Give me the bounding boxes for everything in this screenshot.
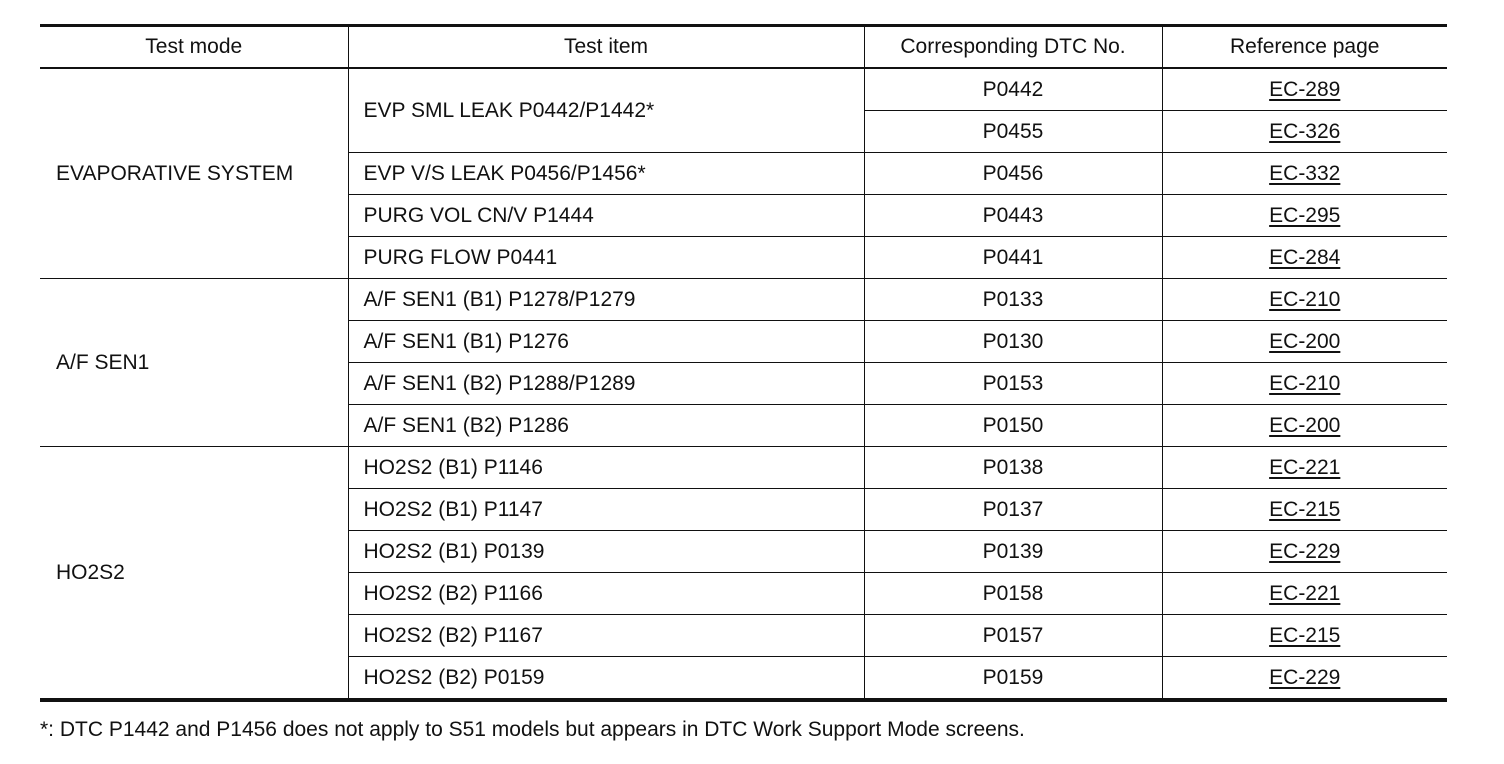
- test-mode-cell: HO2S2: [40, 447, 348, 701]
- dtc-number-cell: P0443: [864, 195, 1162, 237]
- reference-page-link[interactable]: EC-200: [1269, 329, 1341, 353]
- test-item-cell: HO2S2 (B2) P1166: [348, 573, 864, 615]
- dtc-number-cell: P0441: [864, 237, 1162, 279]
- reference-page-link[interactable]: EC-229: [1269, 665, 1341, 689]
- reference-page-cell: [1162, 153, 1447, 195]
- dtc-work-support-table: [40, 24, 1447, 702]
- reference-page-link[interactable]: EC-284: [1269, 245, 1341, 269]
- test-mode-cell: A/F SEN1: [40, 279, 348, 447]
- reference-page-link[interactable]: EC-229: [1269, 539, 1341, 563]
- test-mode-cell: EVAPORATIVE SYSTEM: [40, 68, 348, 279]
- table-row: [40, 279, 1447, 321]
- test-item-cell: A/F SEN1 (B1) P1276: [348, 321, 864, 363]
- reference-page-cell: [1162, 447, 1447, 489]
- reference-page-link[interactable]: EC-295: [1269, 203, 1341, 227]
- dtc-number-cell: P0130: [864, 321, 1162, 363]
- test-item-cell: EVP SML LEAK P0442/P1442*: [348, 68, 864, 153]
- test-item-cell: A/F SEN1 (B2) P1288/P1289: [348, 363, 864, 405]
- reference-page-cell: [1162, 279, 1447, 321]
- reference-page-link[interactable]: EC-210: [1269, 287, 1341, 311]
- header-row: [40, 26, 1447, 69]
- reference-page-cell: [1162, 68, 1447, 111]
- test-item-cell: HO2S2 (B2) P0159: [348, 657, 864, 701]
- reference-page-cell: [1162, 657, 1447, 701]
- reference-page-cell: [1162, 405, 1447, 447]
- reference-page-link[interactable]: EC-215: [1269, 623, 1341, 647]
- header-dtc-no: Corresponding DTC No.: [864, 26, 1162, 69]
- reference-page-cell: [1162, 321, 1447, 363]
- test-item-cell: PURG FLOW P0441: [348, 237, 864, 279]
- reference-page-cell: [1162, 531, 1447, 573]
- test-item-cell: HO2S2 (B1) P1146: [348, 447, 864, 489]
- reference-page-link[interactable]: EC-210: [1269, 371, 1341, 395]
- header-reference-page: Reference page: [1162, 26, 1447, 69]
- reference-page-cell: [1162, 615, 1447, 657]
- dtc-number-cell: P0150: [864, 405, 1162, 447]
- dtc-number-cell: P0455: [864, 111, 1162, 153]
- test-item-cell: A/F SEN1 (B1) P1278/P1279: [348, 279, 864, 321]
- dtc-number-cell: P0159: [864, 657, 1162, 701]
- dtc-number-cell: P0133: [864, 279, 1162, 321]
- table-body: [40, 68, 1447, 700]
- reference-page-link[interactable]: EC-332: [1269, 161, 1341, 185]
- dtc-number-cell: P0442: [864, 68, 1162, 111]
- dtc-number-cell: P0158: [864, 573, 1162, 615]
- header-test-item: Test item: [348, 26, 864, 69]
- reference-page-cell: [1162, 111, 1447, 153]
- dtc-number-cell: P0153: [864, 363, 1162, 405]
- reference-page-link[interactable]: EC-200: [1269, 413, 1341, 437]
- table-row: [40, 68, 1447, 111]
- header-test-mode: Test mode: [40, 26, 348, 69]
- test-item-cell: HO2S2 (B1) P0139: [348, 531, 864, 573]
- reference-page-cell: [1162, 195, 1447, 237]
- reference-page-link[interactable]: EC-215: [1269, 497, 1341, 521]
- test-item-cell: HO2S2 (B1) P1147: [348, 489, 864, 531]
- dtc-number-cell: P0139: [864, 531, 1162, 573]
- reference-page-link[interactable]: EC-326: [1269, 119, 1341, 143]
- footnote: *: DTC P1442 and P1456 does not apply to S51 models but appears in DTC Work Support Mode screens.: [40, 718, 1025, 741]
- reference-page-link[interactable]: EC-289: [1269, 77, 1341, 101]
- dtc-number-cell: P0456: [864, 153, 1162, 195]
- test-item-cell: EVP V/S LEAK P0456/P1456*: [348, 153, 864, 195]
- reference-page-cell: [1162, 573, 1447, 615]
- reference-page-cell: [1162, 363, 1447, 405]
- table-row: [40, 447, 1447, 489]
- reference-page-cell: [1162, 489, 1447, 531]
- reference-page-link[interactable]: EC-221: [1269, 581, 1341, 605]
- test-item-cell: HO2S2 (B2) P1167: [348, 615, 864, 657]
- reference-page-cell: [1162, 237, 1447, 279]
- table-header: [40, 26, 1447, 69]
- reference-page-link[interactable]: EC-221: [1269, 455, 1341, 479]
- dtc-number-cell: P0157: [864, 615, 1162, 657]
- test-item-cell: A/F SEN1 (B2) P1286: [348, 405, 864, 447]
- test-item-cell: PURG VOL CN/V P1444: [348, 195, 864, 237]
- dtc-number-cell: P0137: [864, 489, 1162, 531]
- dtc-number-cell: P0138: [864, 447, 1162, 489]
